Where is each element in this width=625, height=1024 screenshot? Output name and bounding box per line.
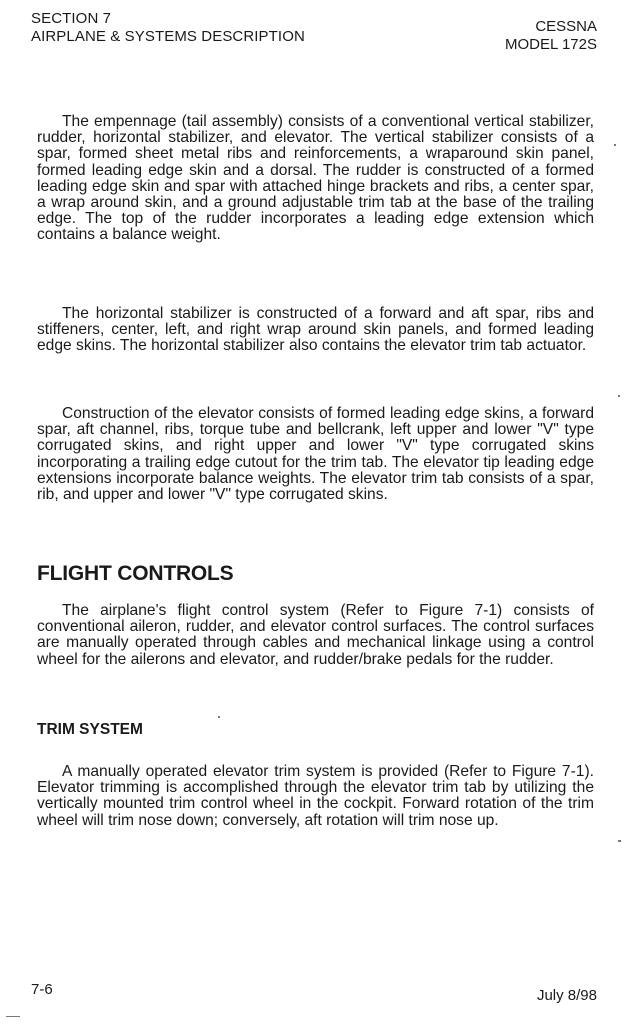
- section-title: AIRPLANE & SYSTEMS DESCRIPTION: [31, 28, 305, 45]
- trim-system-section: [37, 764, 594, 829]
- section-number: SECTION 7: [31, 10, 112, 27]
- empennage-section: [37, 114, 594, 244]
- model-name: MODEL 172S: [505, 36, 597, 53]
- revision-date: July 8/98: [536, 987, 597, 1004]
- trim-system-heading: TRIM SYSTEM: [37, 721, 143, 738]
- elevator-section: [37, 406, 594, 503]
- empennage-paragraph: The empennage (tail assembly) consists of a conventional vertical stabilizer, rudder, horizontal stabilizer, and elevator. The vertical stabilizer consists of a spar, formed sheet metal ribs and reinforcements, a wraparound skin panel, formed leading edge skin and a dorsal. The rudder is constructed of a formed leading edge skin and spar with attached hinge brackets and ribs, a center spar, a wrap around skin, and a ground adjustable trim tab at the base of the trailing edge. The top of the rudder incorporates a leading edge extension which contains a balance weight.: [37, 113, 594, 244]
- page-number: 7-6: [31, 981, 53, 998]
- scan-speck: [218, 716, 220, 718]
- elevator-paragraph: Construction of the elevator consists of formed leading edge skins, a forward spar, aft channel, ribs, torque tube and bellcrank, left upper and lower "V" type corrugated skins, and right upper and lower "V" type corrugated skins incorporating a trailing edge cutout for the trim tab. The elevator tip leading edge extensions incorporate balance weights. The elevator trim tab consists of a spar, rib, and upper and lower "V" type corrugated skins.: [37, 405, 594, 504]
- scan-speck: [614, 144, 616, 146]
- scan-speck: [618, 395, 620, 397]
- flight-controls-heading: FLIGHT CONTROLS: [37, 562, 234, 585]
- section-header: [31, 10, 305, 46]
- trim-system-paragraph: A manually operated elevator trim system is provided (Refer to Figure 7-1). Elevator trimming is accomplished through the elevator trim tab by utilizing the vertically mounted trim control wheel in the cockpit. Forward rotation of the trim wheel will trim nose down; conversely, aft rotation will trim nose up.: [37, 763, 594, 829]
- horizontal-stabilizer-section: [37, 306, 594, 355]
- flight-controls-paragraph: The airplane's flight control system (Refer to Figure 7-1) consists of conventional aileron, rudder, and elevator control surfaces. The control surfaces are manually operated through cables and mechanical linkage using a control wheel for the ailerons and elevator, and rudder/brake pedals for the rudder.: [37, 602, 594, 668]
- scan-speck: [6, 1016, 20, 1017]
- scan-speck: [618, 840, 621, 842]
- manufacturer-name: CESSNA: [535, 18, 597, 35]
- horizontal-stabilizer-paragraph: The horizontal stabilizer is constructed of a forward and aft spar, ribs and stiffeners, center, left, and right wrap around skin panels, and formed leading edge skins. The horizontal stabilizer also contains the elevator trim tab actuator.: [37, 305, 594, 355]
- flight-controls-section: [37, 603, 594, 668]
- model-header: [505, 18, 597, 54]
